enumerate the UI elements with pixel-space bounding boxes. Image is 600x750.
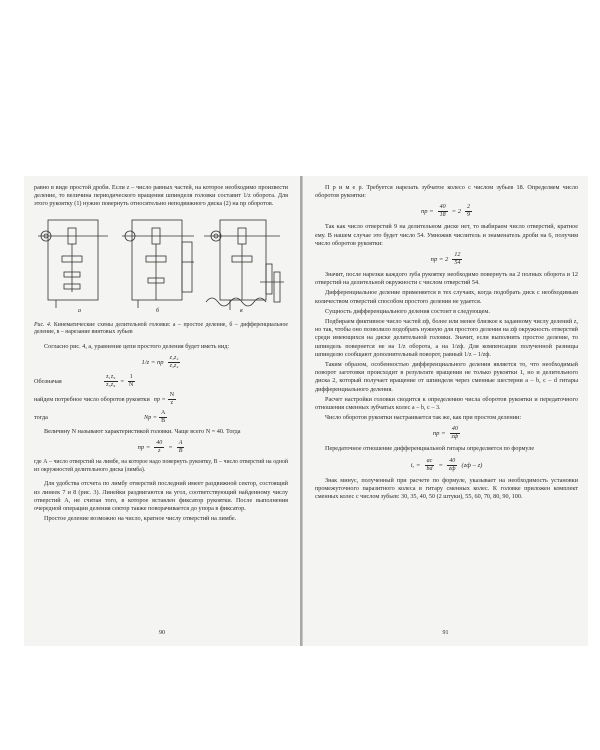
eq-tail: (zф – z): [461, 461, 483, 469]
figure-caption: [34, 322, 288, 337]
fraction: [452, 252, 462, 267]
label-togda: тогда: [34, 414, 48, 421]
equation-ratio: Обозначая $\frac{\text{z₁z₂}}{\text{z₃z₄}}$ = $\frac{1}{N}$: [34, 374, 134, 388]
fraction: [177, 440, 185, 455]
fraction: [154, 440, 164, 455]
equation-example: [315, 204, 578, 219]
equation-np-40: np = $\frac{40}{z}$ = $\frac{A}{B}$: [137, 440, 183, 455]
denominator: zф: [448, 465, 456, 472]
paragraph: Так как число отверстий 9 на делительном диске нет, то выбираем число отверстий, кратное ему. В нашем случае это будет число 54. Умножив числитель и знаменатель дроби на 6, получим число оборотов рукоятки:: [315, 223, 578, 247]
right-page: [303, 176, 588, 646]
paragraph: где А – число отверстий на лимбе, на которое надо повернуть рукоятку, В – число отверстий на одной из окружностей делительного диска (лимба).: [34, 459, 288, 473]
numerator: A: [178, 440, 183, 447]
denominator: B: [178, 448, 183, 455]
denominator: 9: [467, 212, 471, 219]
paragraph: найдем потребное число оборотов рукоятки: [34, 396, 150, 403]
paragraph: Сущность дифференциального деления состоит в следующем.: [325, 307, 490, 315]
paragraph: Подбираем фиктивное число частей zф, более или менее близкое к заданному числу делений z, но так, чтобы оно позволило подобрать нужную для простого деления на zф окружность отверстий среди имеющихся на диске делительной головки. Значит, если выполнить простое деление, то шпиндель повернется не на 1/z оборота, а на 1/zф. Для компенсации полученной разницы шпинделю сообщают дополнительный поворот, равный 1/z – 1/zф.: [315, 318, 578, 358]
kinematic-schemes-drawing: [34, 212, 288, 320]
denominator: z: [158, 448, 161, 455]
paragraph: Простое деление возможно на число, кратное числу отверстий на лимбе.: [44, 515, 237, 523]
fraction: [159, 410, 167, 425]
paragraph: Значит, после нарезки каждого зуба рукоятку необходимо повернуть на 2 полных оборота и 12 отверстий на делительной окружности с числом отверстий 54.: [315, 271, 578, 287]
caption-prefix: Рис. 4.: [34, 321, 52, 328]
paragraph: Знак минус, полученный при расчете по формуле, указывает на необходимость установки промежуточного паразитного колеса в гитару сменных колес. К головке приложен комплект сменных колес с числом зубьев: 30, 35, 40, 50 (2 штуки), 55, 60, 70, 80, 90, 100.: [315, 476, 578, 501]
left-page: [24, 176, 300, 646]
paragraph: Согласно рис. 4, а, уравнение цепи простого деления будет иметь вид:: [44, 342, 230, 350]
eq-lhs: np =: [432, 430, 446, 438]
denominator: z₃z₄: [106, 382, 116, 388]
fraction: [438, 204, 448, 219]
paragraph: равно в виде простой дроби. Если z – число равных частей, на которое необходимо произвести деление, то величина периодического вращения шпинделя головки составит 1/z оборота. Для этого рукоятку (1) нужно повернуть относительно неподвижного диска (2) на np оборотов.: [34, 184, 288, 208]
paragraph: Таким образом, особенностью дифференциального деления является то, что необходимый поворот заготовки происходит в результате вращения не только рукоятки 1, но и делительного диска 2, который получает вращение от шпинделя через сменные шестерни a – b, c – d гитары дифференциального деления.: [315, 361, 578, 393]
fraction: [168, 392, 176, 407]
equation-chain: [34, 355, 288, 370]
denominator: B: [161, 418, 166, 424]
numerator: 40: [439, 204, 446, 211]
paragraph: Передаточное отношение дифференциальной гитары определяется по формуле: [325, 445, 535, 453]
paragraph: П р и м е р. Требуется нарезать зубчатое колесо с числом зубьев 18. Определяем число оборотов рукоятки:: [315, 184, 578, 200]
equation-gear-ratio: [315, 458, 578, 473]
fraction: [127, 374, 135, 389]
eq-lhs: np =: [137, 444, 151, 452]
figure-label-c: в: [240, 307, 243, 314]
paragraph: Для удобства отсчета по лимбу отверстий последний имеет раздвижной сектор, состоящий из линеек 7 и 8 (рис. 3). Линейки раздвигаются на угол, соответствующий найденному числу отверстий А, не считая того, в которое вставлен фиксатор рукоятки. После выполнения очередной операции деления сектор также поворачивается до упора в фиксатор.: [34, 480, 288, 512]
numerator: 40: [156, 440, 163, 447]
fraction: [168, 355, 181, 370]
equation-example-2: [315, 252, 578, 267]
figure-label-b: б: [156, 307, 160, 314]
numerator: 1: [129, 374, 133, 380]
eq-lhs: np =: [153, 396, 166, 403]
paragraph: Величину N называют характеристикой головки. Чаще всего N = 40. Тогда: [44, 428, 241, 435]
numerator: ac: [426, 457, 433, 464]
equation-Np: [34, 410, 288, 425]
eq-lhs: np = 2: [430, 256, 449, 264]
figure-label-a: a: [78, 307, 81, 314]
kinematic-figure: [34, 212, 288, 320]
caption-text: Кинематические схемы делительной головки: а – простое деление, б – дифференциальное деление, в – нарезание винтовых зубьев: [34, 321, 288, 336]
paragraph: Расчет настройки головки сводится к определению числа оборотов рукоятки и передаточного отношения сменных зубчатых колес a – b, c – 3.: [315, 395, 578, 412]
denominator: z₃z₄: [169, 363, 179, 369]
fraction: [104, 374, 118, 389]
denominator: zф: [451, 434, 459, 441]
numerator: 12: [454, 252, 461, 259]
equation-np: [34, 392, 288, 407]
numerator: z₁z₂: [106, 374, 116, 380]
eq-lhs: iₓ =: [410, 461, 421, 469]
denominator: 54: [454, 260, 461, 267]
page-number: 91: [442, 630, 449, 636]
label-oboznachaya: Обозначая: [34, 378, 62, 385]
fraction: [447, 458, 458, 473]
numerator: 40: [451, 426, 458, 433]
eq-mid: =: [438, 461, 443, 469]
denominator: N: [129, 382, 134, 388]
numerator: 40: [449, 457, 456, 464]
fraction: [450, 426, 461, 441]
denominator: 18: [439, 212, 446, 219]
fraction: [424, 458, 434, 473]
denominator: z: [170, 400, 174, 406]
eq-mid: = 2: [451, 208, 462, 216]
page-number: 90: [159, 630, 165, 636]
paragraph: Число оборотов рукоятки настраивается так же, как при простом делении:: [325, 414, 522, 422]
eq-lhs: 1/z = np: [141, 359, 164, 366]
equation-np-zf: [315, 426, 578, 441]
paragraph: Дифференциальное деление применяется в тех случаях, когда подобрать диск с необходимым количеством отверстий способом простого деления не удается.: [315, 289, 578, 305]
eq-lhs: np =: [420, 208, 434, 216]
numerator: A: [160, 410, 166, 416]
denominator: bd: [426, 465, 433, 472]
numerator: N: [169, 392, 175, 398]
eq-lhs: Np =: [144, 414, 157, 421]
numerator: 2: [467, 204, 471, 211]
fraction: [465, 204, 472, 219]
numerator: z₁z₂: [169, 355, 179, 361]
